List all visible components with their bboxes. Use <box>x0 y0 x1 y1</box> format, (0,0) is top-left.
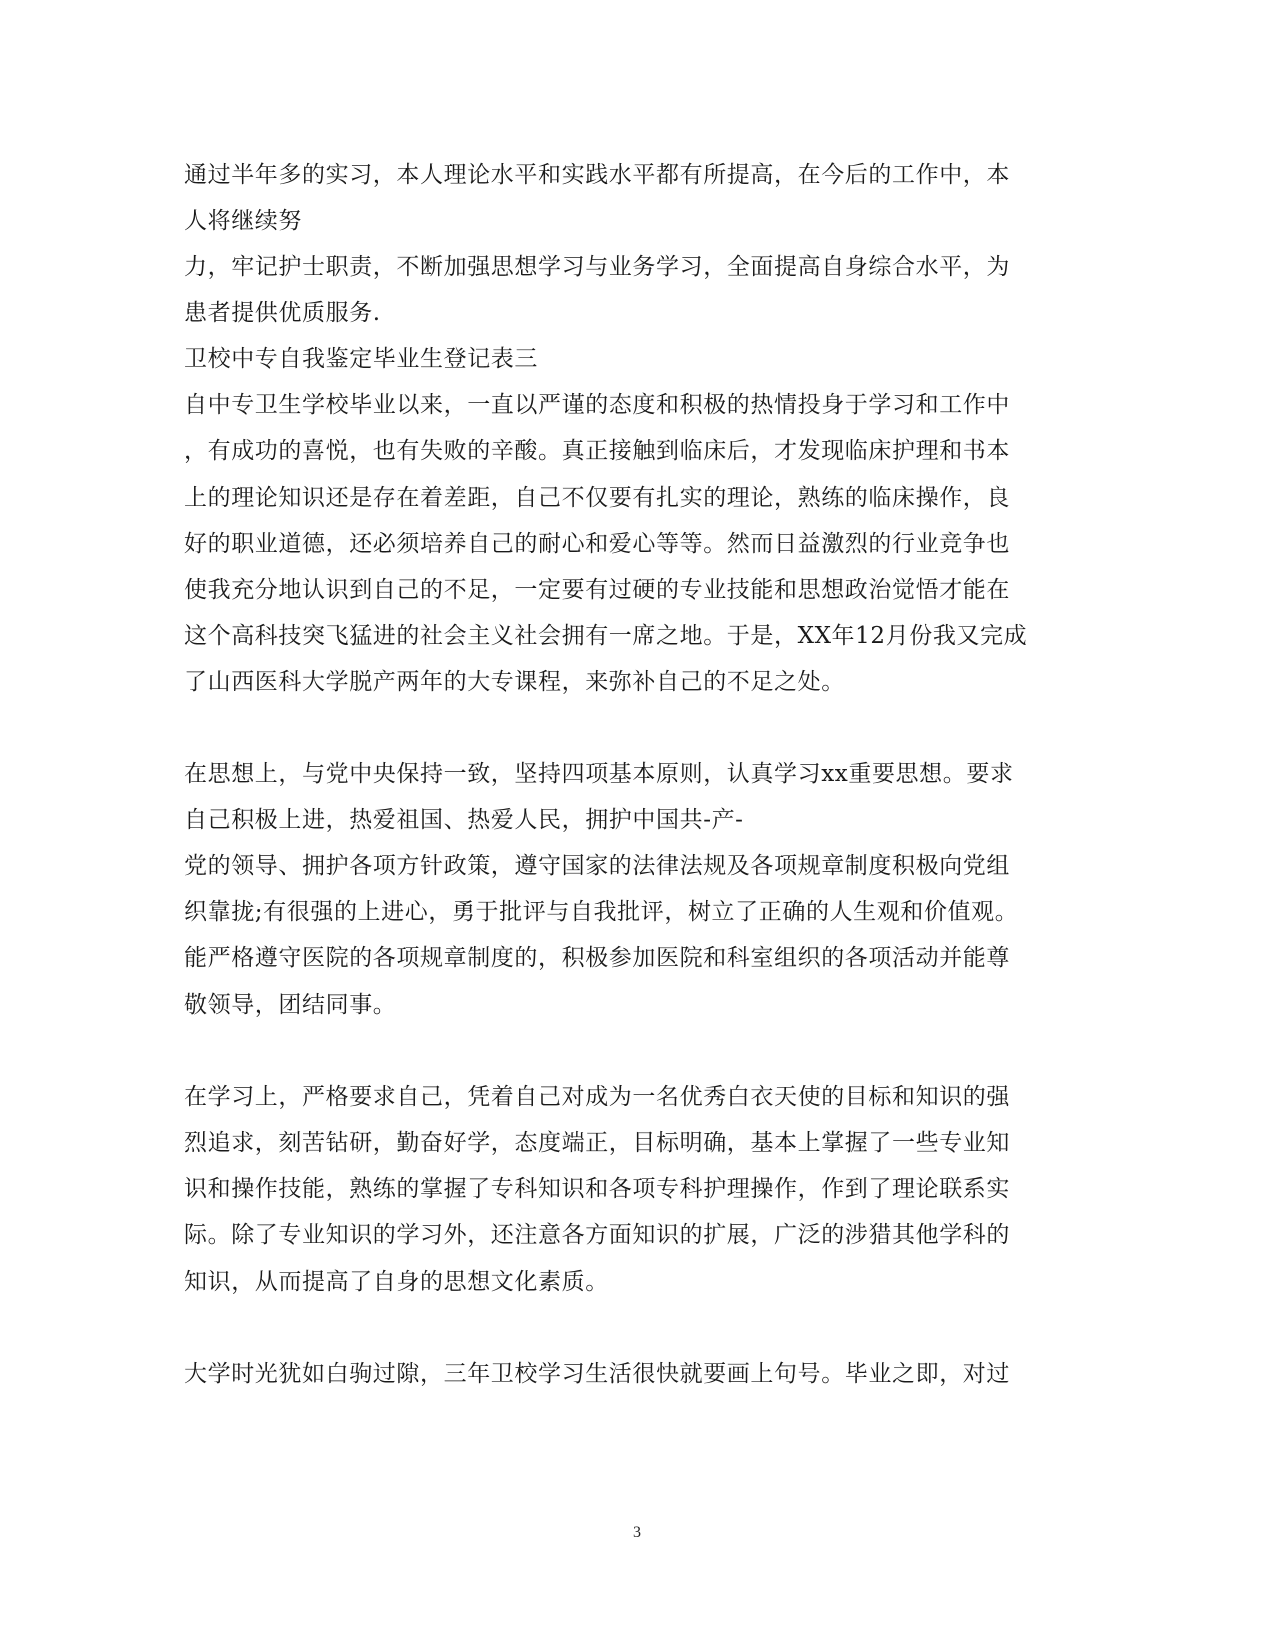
text-line: 力，牢记护士职责，不断加强思想学习与业务学习，全面提高自身综合水平，为 <box>184 254 1010 280</box>
text-line: 识和操作技能，熟练的掌握了专科知识和各项专科护理操作，作到了理论联系实 <box>184 1176 1010 1202</box>
text-line: 上的理论知识还是存在着差距，自己不仅要有扎实的理论，熟练的临床操作，良 <box>184 485 1010 511</box>
text-line: 党的领导、拥护各项方针政策，遵守国家的法律法规及各项规章制度积极向党组 <box>184 853 1010 879</box>
text-line: 织靠拢;有很强的上进心，勇于批评与自我批评，树立了正确的人生观和价值观。 <box>184 899 1019 925</box>
text-line: 敬领导，团结同事。 <box>184 992 397 1018</box>
text-line: 自中专卫生学校毕业以来，一直以严谨的态度和积极的热情投身于学习和工作中 <box>184 392 1010 418</box>
text-line: 患者提供优质服务. <box>184 300 381 326</box>
text-line: 这个高科技突飞猛进的社会主义社会拥有一席之地。于是，XX年12月份我又完成 <box>184 623 1028 649</box>
text-line: 了山西医科大学脱产两年的大专课程，来弥补自己的不足之处。 <box>184 669 845 695</box>
text-line: 自己积极上进，热爱祖国、热爱人民，拥护中国共-产- <box>184 807 744 833</box>
text-line: 烈追求，刻苦钻研，勤奋好学，态度端正，目标明确，基本上掌握了一些专业知 <box>184 1130 1010 1156</box>
text-line: 际。除了专业知识的学习外，还注意各方面知识的扩展，广泛的涉猎其他学科的 <box>184 1222 1010 1248</box>
text-line: 好的职业道德，还必须培养自己的耐心和爱心等等。然而日益激烈的行业竞争也 <box>184 531 1010 557</box>
text-line: 大学时光犹如白驹过隙，三年卫校学习生活很快就要画上句号。毕业之即，对过 <box>184 1361 1010 1387</box>
text-line: 能严格遵守医院的各项规章制度的，积极参加医院和科室组织的各项活动并能尊 <box>184 945 1010 971</box>
text-line: ，有成功的喜悦，也有失败的辛酸。真正接触到临床后，才发现临床护理和书本 <box>184 438 1010 464</box>
section-heading: 卫校中专自我鉴定毕业生登记表三 <box>184 346 538 372</box>
text-line: 通过半年多的实习，本人理论水平和实践水平都有所提高，在今后的工作中，本 <box>184 162 1010 188</box>
text-line: 在思想上，与党中央保持一致，坚持四项基本原则，认真学习xx重要思想。要求 <box>184 761 1014 787</box>
text-line: 使我充分地认识到自己的不足，一定要有过硬的专业技能和思想政治觉悟才能在 <box>184 577 1010 603</box>
text-line: 知识，从而提高了自身的思想文化素质。 <box>184 1269 609 1295</box>
text-line: 在学习上，严格要求自己，凭着自己对成为一名优秀白衣天使的目标和知识的强 <box>184 1084 1010 1110</box>
page-number: 3 <box>633 1524 641 1541</box>
text-line: 人将继续努 <box>184 208 302 234</box>
